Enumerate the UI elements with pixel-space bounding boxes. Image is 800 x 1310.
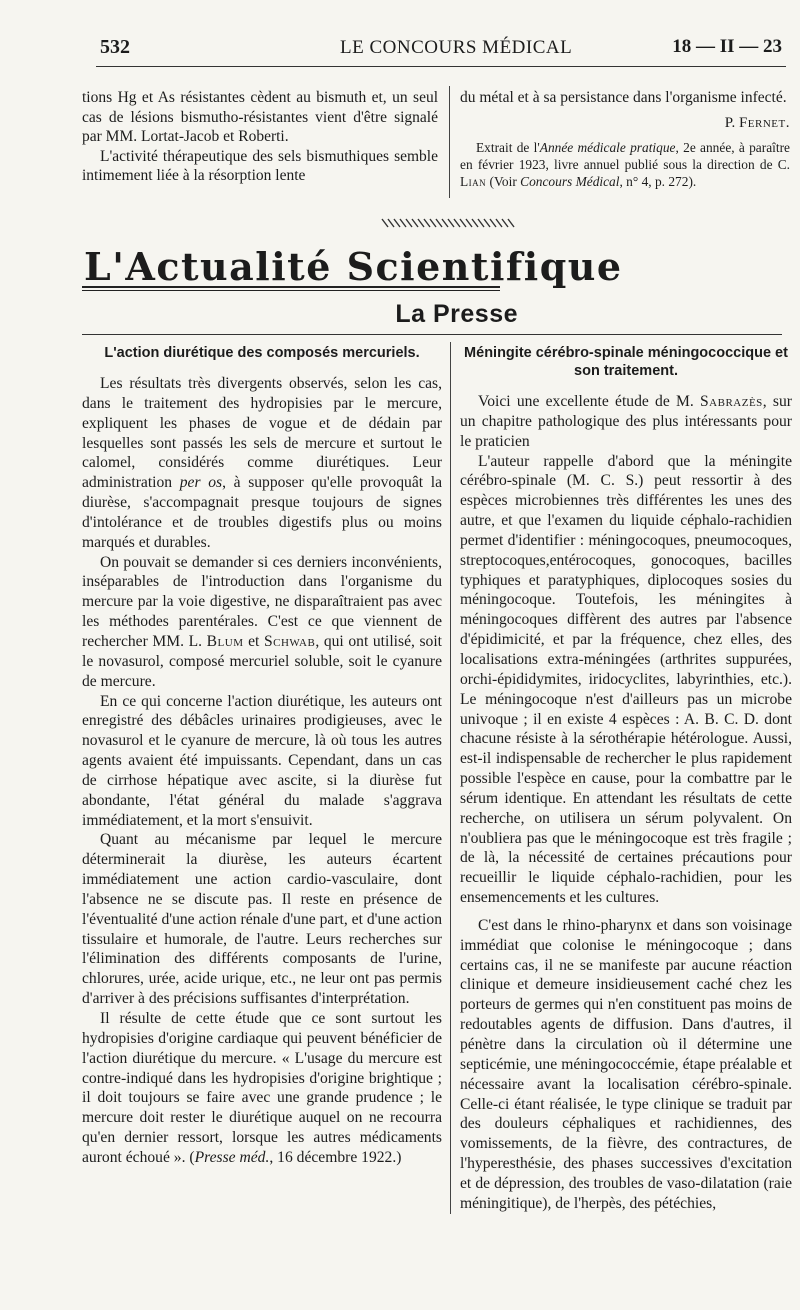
signature-initial: P.: [724, 114, 736, 131]
extract-text: , 2e année, à paraître en février 1923, livre annuel publié sous la direction de C.: [460, 140, 790, 173]
extract-text: , n° 4, p. 272).: [619, 174, 697, 190]
extract-text: Extrait de l': [476, 140, 540, 156]
paragraph: C'est dans le rhino-pharynx et dans son voisinage immédiat que colonise le méningocoque ; dans certains cas, il ne se manifeste par aucune réaction clinique et demeure insidieusement caché chez les porteurs de germes qui n'en constituent pas moins de redoutables agents de diffusion. Dans d'autres, il pénètre dans la circulation où il détermine une septicémie, une méningococcémie, étape préalable et nécessaire avant la localisation cérébro-spinale. Celle-ci étant réalisée, le type clinique se traduit par des douleurs céphaliques et rachidiennes, des vomissements, de la fièvre, des contractures, de l'hyperesthésie, des phases successives d'excitation et de dépression, des troubles de vaso-dilatation (raie méningitique), de l'herpès, des pétéchies,: [460, 916, 792, 1212]
section-title: L'Actualité Scientifique: [84, 244, 623, 289]
text: et: [243, 632, 264, 650]
journal-ref: Presse méd.: [194, 1148, 270, 1166]
paragraph: du métal et à sa persistance dans l'organisme infecté.: [460, 89, 787, 106]
text: , sur un chapitre pathologique des plus intéressants pour le praticien: [460, 393, 792, 450]
right-article: [460, 344, 792, 1214]
journal-title: LE CONCOURS MÉDICAL: [340, 37, 573, 58]
text: Les résultats très divergents observés, selon les cas, dans le traitement des hydropisies par le mercure, expliquent les phases de vogue et de dédain par lesquelles sont passés les sels de mercure et surtout le calomel, considérés comme diurétiques. Leur administration: [82, 375, 442, 492]
paragraph: En ce qui concerne l'action diurétique, les auteurs ont enregistré des débâcles urinaires prodigieuses, avec le novasurol et le cyanure de mercure, là où tous les autres agents avaient été impuissants. Cependant, dans un cas de cirrhose hépatique avec ascite, si la diurèse fut abondante, l'état général du malade s'aggrava immédiatement, et la mort s'ensuivit.: [82, 692, 442, 829]
article-title: Méningite cérébro-spinale méningococcique et son traitement.: [464, 345, 788, 379]
left-article: [82, 344, 442, 1168]
author-name: Blum: [206, 632, 244, 650]
running-header: [100, 36, 782, 62]
signature-name: Fernet.: [738, 114, 790, 131]
extract-text: (Voir: [486, 174, 521, 190]
italic-text: per os: [179, 474, 223, 492]
text: Il résulte de cette étude que ce sont surtout les hydropisies d'origine cardiaque qui peuvent bénéficier de l'action diurétique du mercure. « L'usage du mercure est contre-indiqué dans les hydropisies d'origine brightique ; il doit toujours se faire avec une grande prudence ; le mercure doit rester le diurétique auquel on ne recourra qu'en dernier ressort, lorsque les autres médicaments auront échoué ». (: [82, 1010, 442, 1166]
header-rule: [96, 66, 786, 67]
top-left-column: [82, 88, 438, 186]
paragraph: L'auteur rappelle d'abord que la méningite cérébro-spinale (M. C. S.) peut ressortir à des espèces microbiennes très différentes les unes des autre, et que l'examen du liquide céphalo-rachidien permet d'identifier : méningocoques, pneumocoques, streptocoques,entérocoques, gonocoques, bacilles typhiques et paratyphiques, diplocoques sosies du méningocoque. Toutefois, les méningites à méningocoques diffèrent des autres par l'absence d'épidimicité, et par la fréquence, chez elles, des localisations extra-méningées (arthrites suppurées, orchi-épididymites, iridocyclites, labyrinthies, etc.). Le méningocoque n'est d'ailleurs pas un microbe univoque ; il en existe 4 espèces : A. B. C. D. dont chacune résiste à la sérothérapie hétérologue. Aussi, est-il indispensable de rechercher le plus rapidement possible l'espèce en cause, pour la combattre par le sérum identique. En attendant les résultats de cette recherche, on utilisera un sérum polyvalent. On n'oubliera pas que le méningocoque est très fragile ; de là, la nécessité de certaines précautions pour recueillir le liquide céphalo-rachidien, pour les ensemencements et les cultures.: [460, 452, 792, 907]
author-name: Sabrazès: [700, 393, 763, 410]
paragraph: tions Hg et As résistantes cèdent au bismuth et, un seul cas de lésions bismutho-résistantes vient d'être signalé par MM. Lortat-Jacob et Roberti.: [82, 89, 438, 146]
issue-date: 18 — II — 23: [672, 36, 782, 57]
author-name: Schwab: [263, 632, 316, 650]
column-divider: [449, 86, 450, 198]
text: , à supposer qu'elle provoquât la diurèse, s'accompagnait presque toujours de signes d'intolérance et de troubles digestifs plus ou moins marqués et durables.: [82, 474, 442, 551]
paragraph: L'activité thérapeutique des sels bismuthiques semble intimement liée à la résorption lente: [82, 147, 438, 185]
top-right-column: [460, 88, 790, 190]
paragraph: [460, 392, 792, 452]
paragraph: Quant au mécanisme par lequel le mercure déterminerait la diurèse, les auteurs écartent immédiatement une action cardio-vasculaire, dont l'absence ne se discute pas. Il reste en présence de l'éventualité d'une action rénale d'une part, et d'une action tissulaire et humorale, de l'autre. Leurs recherches sur l'élimination des différents composants de l'urine, chlorures, urée, acide urique, etc., ne leur ont pas permis d'arriver à des précisions suffisantes d'interprétation.: [82, 831, 442, 1008]
column-divider: [450, 342, 451, 1214]
page-number: 532: [100, 36, 130, 58]
text: , 16 décembre 1922.): [269, 1148, 402, 1166]
paragraph: [82, 553, 442, 692]
author-signature: [460, 114, 790, 134]
journal-ref: Concours Médical: [520, 174, 620, 190]
title-underline: [82, 290, 500, 291]
text: , qui ont utilisé, soit le novasurol, composé mercuriel soluble, soit le cyanure de mercure.: [82, 632, 443, 690]
title-underline: [82, 286, 500, 288]
author-name: Lian: [460, 174, 487, 190]
paragraph: [82, 1009, 442, 1168]
text: Voici une excellente étude de M.: [478, 393, 700, 410]
article-title: L'action diurétique des composés mercuriels.: [104, 345, 420, 361]
subsection-title: La Presse: [395, 300, 518, 328]
extract-note: [460, 139, 790, 190]
text: On pouvait se demander si ces derniers inconvénients, inséparables de l'introduction dans l'organisme du mercure par la voie digestive, ne disparaîtraient pas avec les méthodes parentérales. C'est ce que viennent de rechercher MM. L.: [82, 553, 442, 650]
ornament-divider: [380, 218, 520, 228]
subsection-rule: [82, 334, 782, 335]
paragraph: [82, 374, 442, 553]
book-title: Année médicale pratique: [539, 140, 676, 156]
